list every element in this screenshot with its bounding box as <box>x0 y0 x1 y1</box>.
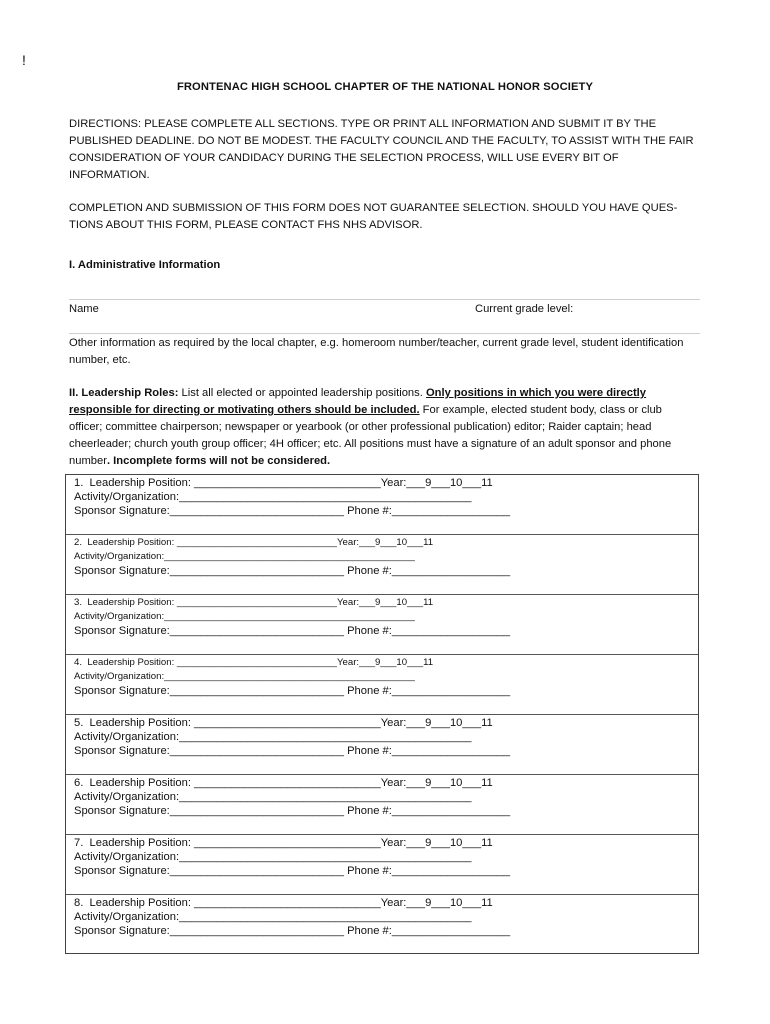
disclaimer-paragraph: COMPLETION AND SUBMISSION OF THIS FORM DOES NOT GUARANTEE SELECTION. SHOULD YOU HAVE QUES-TIONS ABOUT THIS FORM, PLEASE CONTACT FHS NHS ADVISOR. <box>69 202 678 231</box>
sponsor-signature-phone-field[interactable]: Sponsor Signature:____________________________ Phone #:___________________ <box>74 625 511 637</box>
activity-organization-field[interactable]: Activity/Organization:_______________________________________________ <box>74 491 472 503</box>
other-info-text: Other information as required by the local chapter, e.g. homeroom number/teacher, current grade level, student identification number, etc. <box>69 337 684 366</box>
leadership-position-field[interactable]: 3. Leadership Position: ______________________________Year:___9___10___11 <box>74 597 434 608</box>
divider <box>69 333 700 334</box>
page-mark: ! <box>22 52 26 68</box>
section-administrative-heading: I. Administrative Information <box>69 259 221 271</box>
leadership-entry-2 <box>66 535 698 595</box>
section-leadership-heading: II. Leadership Roles: <box>69 387 179 399</box>
leadership-examples-text: For example, elected student body, class or club officer; committee chairperson; newspaper or yearbook (or other professional publication) editor; Raider captain; head cheerleader; church youth group officer; 4H officer; etc. All positions must have a signature of an adult sponsor and phone number <box>69 404 672 467</box>
leadership-intro-text: List all elected or appointed leadership positions. <box>178 387 426 399</box>
leadership-entry-8 <box>66 895 698 955</box>
sponsor-signature-phone-field[interactable]: Sponsor Signature:____________________________ Phone #:___________________ <box>74 685 511 697</box>
activity-organization-field[interactable]: Activity/Organization:_______________________________________________ <box>74 791 472 803</box>
sponsor-signature-phone-field[interactable]: Sponsor Signature:____________________________ Phone #:___________________ <box>74 805 511 817</box>
activity-organization-field[interactable]: Activity/Organization:_______________________________________________ <box>74 731 472 743</box>
leadership-emphasis-text: Only positions in which you were directly responsible for directing or motivating others should be included. <box>69 387 647 416</box>
leadership-position-field[interactable]: 1. Leadership Position: ______________________________Year:___9___10___11 <box>74 477 493 489</box>
directions-paragraph: DIRECTIONS: PLEASE COMPLETE ALL SECTIONS. TYPE OR PRINT ALL INFORMATION AND SUBMIT IT BY THE PUBLISHED DEADLINE. DO NOT BE MODEST. THE FACULTY COUNCIL AND THE FACULTY, TO ASSIST WITH THE FAIR CONSIDERATION OF YOUR CANDIDACY DURING THE SELECTION PROCESS, WILL USE EVERY BIT OF INFORMATION. <box>69 118 694 181</box>
leadership-position-field[interactable]: 5. Leadership Position: ______________________________Year:___9___10___11 <box>74 717 493 729</box>
leadership-position-field[interactable]: 6. Leadership Position: ______________________________Year:___9___10___11 <box>74 777 493 789</box>
activity-organization-field[interactable]: Activity/Organization:_______________________________________________ <box>74 611 415 622</box>
leadership-position-field[interactable]: 7. Leadership Position: ______________________________Year:___9___10___11 <box>74 837 493 849</box>
sponsor-signature-phone-field[interactable]: Sponsor Signature:____________________________ Phone #:___________________ <box>74 505 511 517</box>
sponsor-signature-phone-field[interactable]: Sponsor Signature:____________________________ Phone #:___________________ <box>74 925 511 937</box>
leadership-position-field[interactable]: 4. Leadership Position: ______________________________Year:___9___10___11 <box>74 657 434 668</box>
activity-organization-field[interactable]: Activity/Organization:_______________________________________________ <box>74 671 415 682</box>
leadership-position-field[interactable]: 2. Leadership Position: ______________________________Year:___9___10___11 <box>74 537 434 548</box>
name-field-label[interactable]: Name <box>69 303 99 315</box>
leadership-roles-intro <box>69 385 694 470</box>
leadership-entry-6 <box>66 775 698 835</box>
sponsor-signature-phone-field[interactable]: Sponsor Signature:____________________________ Phone #:___________________ <box>74 745 511 757</box>
sponsor-signature-phone-field[interactable]: Sponsor Signature:____________________________ Phone #:___________________ <box>74 865 511 877</box>
sponsor-signature-phone-field[interactable]: Sponsor Signature:____________________________ Phone #:___________________ <box>74 565 511 577</box>
activity-organization-field[interactable]: Activity/Organization:_______________________________________________ <box>74 851 472 863</box>
activity-organization-field[interactable]: Activity/Organization:_______________________________________________ <box>74 551 415 562</box>
incomplete-warning-text: . Incomplete forms will not be considered. <box>106 455 331 467</box>
activity-organization-field[interactable]: Activity/Organization:_______________________________________________ <box>74 911 472 923</box>
leadership-entry-4 <box>66 655 698 715</box>
leadership-entries-table <box>65 474 699 954</box>
leadership-entry-5 <box>66 715 698 775</box>
form-title: FRONTENAC HIGH SCHOOL CHAPTER OF THE NATIONAL HONOR SOCIETY <box>176 81 594 93</box>
leadership-entry-7 <box>66 835 698 895</box>
divider <box>69 299 700 300</box>
leadership-position-field[interactable]: 8. Leadership Position: ______________________________Year:___9___10___11 <box>74 897 493 909</box>
leadership-entry-3 <box>66 595 698 655</box>
leadership-entry-1 <box>66 475 698 535</box>
grade-level-field-label[interactable]: Current grade level: <box>475 303 574 315</box>
